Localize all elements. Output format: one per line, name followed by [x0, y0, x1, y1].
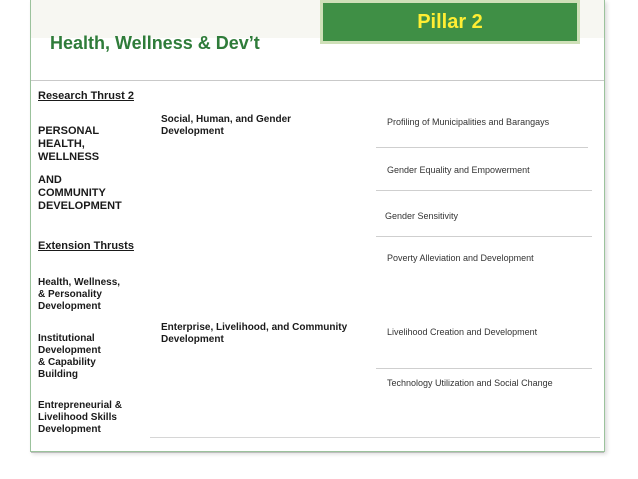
topic-gender-equality: Gender Equality and Empowerment	[387, 165, 530, 175]
extension-item-line: Building	[38, 369, 78, 380]
personal-line: PERSONAL	[38, 125, 100, 137]
extension-item-line: Development	[38, 301, 101, 312]
group-line: Development	[161, 334, 224, 345]
topic-divider	[376, 190, 592, 191]
content-top-divider	[31, 80, 604, 81]
community-line: AND	[38, 174, 62, 186]
extension-item-line: & Capability	[38, 357, 96, 368]
group-line: Social, Human, and Gender	[161, 114, 292, 125]
group-line: Development	[161, 126, 224, 137]
page-title: Health, Wellness & Dev’t	[50, 33, 260, 53]
topic-technology-utilization: Technology Utilization and Social Change	[387, 378, 553, 388]
table-bottom-divider	[150, 437, 600, 438]
extension-thrusts-heading: Extension Thrusts	[38, 240, 134, 252]
community-line: COMMUNITY	[38, 187, 106, 199]
extension-item-line: Development	[38, 345, 101, 356]
topic-poverty-alleviation: Poverty Alleviation and Development	[387, 253, 534, 263]
extension-item-entrepreneurial	[38, 400, 122, 436]
content-bottom-divider	[31, 452, 604, 453]
extension-item-line: Livelihood Skills	[38, 412, 117, 423]
topic-divider	[376, 236, 592, 237]
topic-gender-sensitivity: Gender Sensitivity	[385, 211, 459, 221]
extension-item-institutional	[38, 333, 101, 381]
extension-item-line: Institutional	[38, 333, 95, 344]
research-thrust-heading: Research Thrust 2	[38, 90, 134, 102]
extension-item-line: & Personality	[38, 289, 102, 300]
group-social-human-gender	[161, 114, 366, 138]
topic-divider	[376, 368, 592, 369]
topic-livelihood-creation: Livelihood Creation and Development	[387, 327, 538, 337]
community-line: DEVELOPMENT	[38, 200, 122, 212]
pillar-label	[320, 0, 580, 44]
group-enterprise-livelihood	[161, 322, 366, 346]
topic-divider	[376, 147, 588, 148]
topic-profiling: Profiling of Municipalities and Barangays	[387, 117, 550, 127]
community-block	[38, 174, 122, 213]
extension-item-line: Development	[38, 424, 101, 435]
pillar-text: Pillar 2	[417, 10, 483, 33]
extension-item-health	[38, 277, 120, 313]
personal-line: HEALTH,	[38, 138, 85, 150]
personal-block	[38, 125, 99, 164]
extension-item-line: Health, Wellness,	[38, 277, 121, 288]
group-line: Enterprise, Livelihood, and Community	[161, 322, 348, 333]
extension-item-line: Entrepreneurial &	[38, 400, 122, 411]
personal-line: WELLNESS	[38, 151, 100, 163]
